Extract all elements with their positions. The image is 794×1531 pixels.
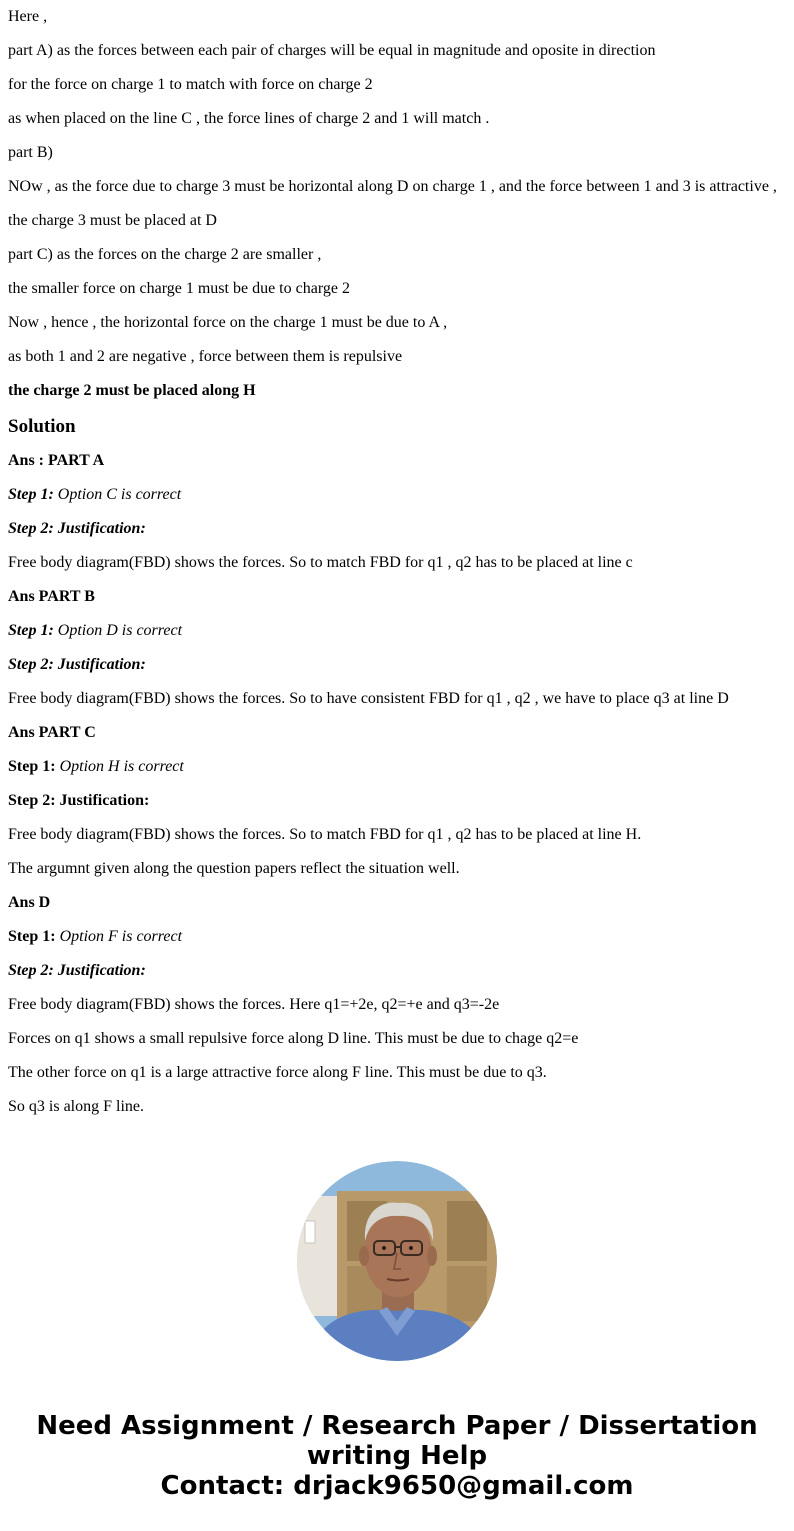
- step-text: Option D is correct: [53, 622, 183, 639]
- part-d-body: Free body diagram(FBD) shows the forces. Here q1=+2e, q2=+e and q3=-2e: [8, 996, 500, 1013]
- intro-line: the smaller force on charge 1 must be due to charge 2: [8, 280, 350, 297]
- intro-line: Here ,: [8, 8, 48, 25]
- part-c-step2: Step 2: Justification:: [8, 792, 150, 809]
- step-text: Option C is correct: [53, 486, 182, 503]
- part-a-body: Free body diagram(FBD) shows the forces. So to match FBD for q1 , q2 has to be placed at line c: [8, 554, 633, 571]
- intro-line: part A) as the forces between each pair of charges will be equal in magnitude and oposite in direction: [8, 42, 656, 59]
- part-c-body: Free body diagram(FBD) shows the forces. So to match FBD for q1 , q2 has to be placed at line H.: [8, 826, 642, 843]
- intro-line: the charge 3 must be placed at D: [8, 212, 217, 229]
- part-d-step1: [8, 928, 786, 946]
- part-c-step1: [8, 758, 786, 776]
- part-d-body: So q3 is along F line.: [8, 1098, 145, 1115]
- part-d-title: Ans D: [8, 894, 51, 911]
- solution-heading: Solution: [8, 416, 76, 437]
- intro-line: part C) as the forces on the charge 2 are smaller ,: [8, 246, 322, 263]
- footer-line: writing Help: [306, 1441, 488, 1471]
- intro-line: Now , hence , the horizontal force on the charge 1 must be due to A ,: [8, 314, 448, 331]
- footer-line: Need Assignment / Research Paper / Dissertation: [36, 1411, 758, 1441]
- footer-banner: [0, 1411, 794, 1501]
- part-c-extra: The argumnt given along the question papers reflect the situation well.: [8, 860, 460, 877]
- step-label: Step 1:: [8, 486, 54, 503]
- part-b-body: Free body diagram(FBD) shows the forces. So to have consistent FBD for q1 , q2 , we have to place q3 at line D: [8, 690, 729, 707]
- answer-content: [0, 8, 794, 1116]
- step-text: Option F is correct: [55, 928, 183, 945]
- intro-line: NOw , as the force due to charge 3 must be horizontal along D on charge 1 , and the force between 1 and 3 is attractive ,: [8, 178, 777, 195]
- part-d-body: Forces on q1 shows a small repulsive force along D line. This must be due to chage q2=e: [8, 1030, 579, 1047]
- intro-line: for the force on charge 1 to match with force on charge 2: [8, 76, 373, 93]
- step-text: Option H is correct: [55, 758, 184, 775]
- part-b-step2: Step 2: Justification:: [8, 656, 146, 673]
- part-c-title: Ans PART C: [8, 724, 96, 741]
- intro-line: as both 1 and 2 are negative , force between them is repulsive: [8, 348, 403, 365]
- footer-contact: Contact: drjack9650@gmail.com: [160, 1471, 634, 1501]
- intro-line: part B): [8, 144, 53, 161]
- person-photo-icon: [297, 1161, 497, 1361]
- step-label: Step 1:: [8, 622, 54, 639]
- part-b-title: Ans PART B: [8, 588, 95, 605]
- part-a-title: Ans : PART A: [8, 452, 105, 469]
- part-d-step2: Step 2: Justification:: [8, 962, 146, 979]
- step-label: Step 1:: [8, 758, 56, 775]
- avatar: [297, 1161, 497, 1361]
- part-a-step2: Step 2: Justification:: [8, 520, 146, 537]
- intro-line: as when placed on the line C , the force lines of charge 2 and 1 will match .: [8, 110, 490, 127]
- part-b-step1: [8, 622, 786, 640]
- intro-conclusion: the charge 2 must be placed along H: [8, 382, 256, 399]
- part-a-step1: [8, 486, 786, 504]
- step-label: Step 1:: [8, 928, 56, 945]
- part-d-body: The other force on q1 is a large attractive force along F line. This must be due to q3.: [8, 1064, 547, 1081]
